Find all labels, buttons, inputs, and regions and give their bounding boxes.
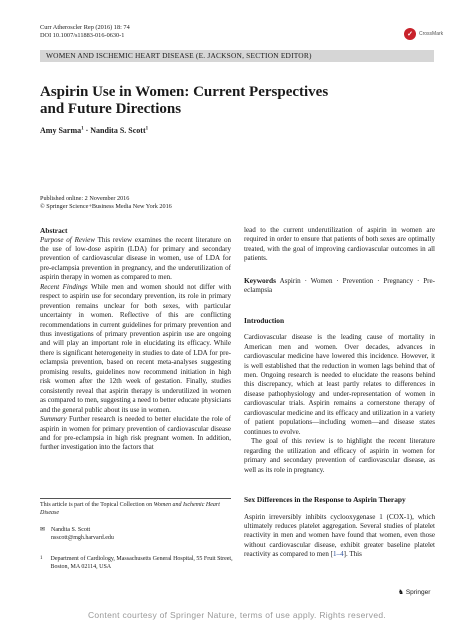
sex-diff-heading: Sex Differences in the Response to Aspirin Therapy: [244, 495, 406, 505]
journal-citation: Curr Atheroscler Rep (2016) 18: 74: [40, 24, 130, 31]
crossmark-label: CrossMark: [419, 31, 444, 37]
author-sep: ·: [83, 126, 91, 135]
intro-heading: Introduction: [244, 315, 285, 325]
courtesy-notice: Content courtesy of Springer Nature, terms of use apply. Rights reserved.: [87, 610, 387, 620]
sex-diff-text-end: ]. This: [343, 550, 362, 559]
correspondence-name: Nandita S. Scott: [51, 527, 91, 533]
springer-horse-icon: ♞: [398, 589, 404, 596]
keywords: [244, 276, 435, 296]
summary-label: Summary: [40, 415, 67, 424]
affiliation: [40, 555, 236, 571]
affiliation-number: 1: [40, 556, 43, 561]
springer-logo: [398, 588, 430, 596]
findings-label: Recent Findings: [40, 282, 88, 291]
abstract-findings: [40, 283, 231, 415]
sex-diff-text: Aspirin irreversibly inhibits cyclooxygenase 1 (COX-1), which ultimately reduces platelet aggregation. Several studies of platelet reactivity in men and women have found that women, even those without cardiovascular disease, exhibit greater baseline platelet reactivity as compared to men [: [244, 512, 435, 559]
collection-note: [40, 501, 231, 517]
title-line-1: Aspirin Use in Women: Current Perspectives: [40, 84, 329, 100]
abstract-purpose: [40, 236, 231, 283]
abstract-continued: lead to the current underutilization of aspirin in women are required in order to ensure that patients of both sexes are optimally treated, with the goal of improving cardiovascular outcomes in all patients.: [244, 226, 435, 263]
author-1[interactable]: Amy Sarma: [40, 126, 82, 135]
abstract: [40, 226, 231, 453]
collection-prefix: This article is part of the Topical Collection on: [40, 502, 154, 508]
author-1-affil: 1: [81, 126, 84, 132]
sex-diff-paragraph-1: [244, 513, 435, 560]
author-list: [40, 126, 148, 135]
springer-label: Springer: [405, 588, 431, 596]
intro-paragraph-1: Cardiovascular disease is the leading cause of mortality in American men and women. Over decades, advances in cardiovascular medicine have lowered this incidence. However, it is well established that the reduction in women lags behind that of men. Ongoing research is needed to elucidate the reasons behind this discrepancy, which at least partly relates to differences in disease pathophysiology and under-representation of women in cardiovascular trials. Aspirin remains a cornerstone therapy of cardiovascular medicine and its efficacy and utilization in a variety of patient populations—including women—and disease states continues to evolve.: [244, 333, 435, 436]
title-line-2: and Future Directions: [40, 101, 182, 117]
section-banner: WOMEN AND ISCHEMIC HEART DISEASE (E. JACKSON, SECTION EDITOR): [40, 50, 434, 62]
keywords-text: Aspirin · Women · Prevention · Pregnancy · Pre-eclampsia: [244, 276, 435, 295]
doi: DOI 10.1007/s11883-016-0630-1: [40, 32, 125, 39]
correspondence-email[interactable]: nsscott@mgh.harvard.edu: [51, 535, 114, 541]
copyright: © Springer Science+Business Media New York 2016: [40, 203, 172, 210]
purpose-text: This review examines the recent literature on the use of low-dose aspirin (LDA) for primary and secondary prevention of cardiovascular disease in women, use of LDA for pre-eclampsia prevention in pregnancy, and the underutilization of aspirin therapy in women as compared to men.: [40, 235, 231, 282]
affiliation-text: Department of Cardiology, Massachusetts General Hospital, 55 Fruit Street, Boston, MA 02114, USA: [50, 556, 233, 570]
article-title: [40, 84, 440, 118]
published-date: Published online: 2 November 2016: [40, 195, 130, 202]
correspondence: [40, 526, 231, 542]
summary-text: Further research is needed to better elucidate the role of aspirin in women for primary prevention of cardiovascular disease and for pre-eclampsia in high risk pregnant women. In addition, further investigation into the factors that: [40, 415, 231, 452]
crossmark-icon: ✓: [404, 28, 416, 40]
abstract-heading: Abstract: [40, 226, 68, 235]
author-2[interactable]: Nandita S. Scott: [90, 126, 146, 135]
footnote-rule: [40, 498, 231, 499]
right-column: [244, 226, 435, 560]
author-2-affil: 1: [145, 126, 149, 132]
crossmark-badge[interactable]: [404, 28, 443, 40]
abstract-summary: [40, 415, 231, 453]
reference-link[interactable]: 1–4: [333, 550, 344, 559]
intro-paragraph-2: The goal of this review is to highlight the recent literature regarding the utilization and efficacy of aspirin in women for primary and secondary prevention of cardiovascular disease, as well as its role in pregnancy.: [244, 437, 435, 474]
collection-name[interactable]: Women and Ischemic Heart Disease: [40, 502, 220, 516]
purpose-label: Purpose of Review: [40, 235, 95, 244]
keywords-label: Keywords: [244, 275, 277, 285]
envelope-icon: ✉: [40, 527, 46, 533]
findings-text: While men and women should not differ with respect to aspirin use for secondary prevention, its role in primary prevention remains unclear for both sexes, with particular uncertainty in women. Reflective of this are conflicting recommendations in current guidelines for primary prevention and thus investigations of primary prevention aspirin use are ongoing and will play an important role in elucidating its efficacy. While there is significant heterogeneity in studies to date of LDA for pre-eclampsia prevention, based on recent meta-analyses suggesting promising results, guidelines now recommend initiation in high risk women after the 12th week of gestation. Finally, studies consistently reveal that aspirin therapy is underutilized in women as compared to men, suggesting a need to better educate physicians and the general public about its use in women.: [40, 282, 231, 414]
